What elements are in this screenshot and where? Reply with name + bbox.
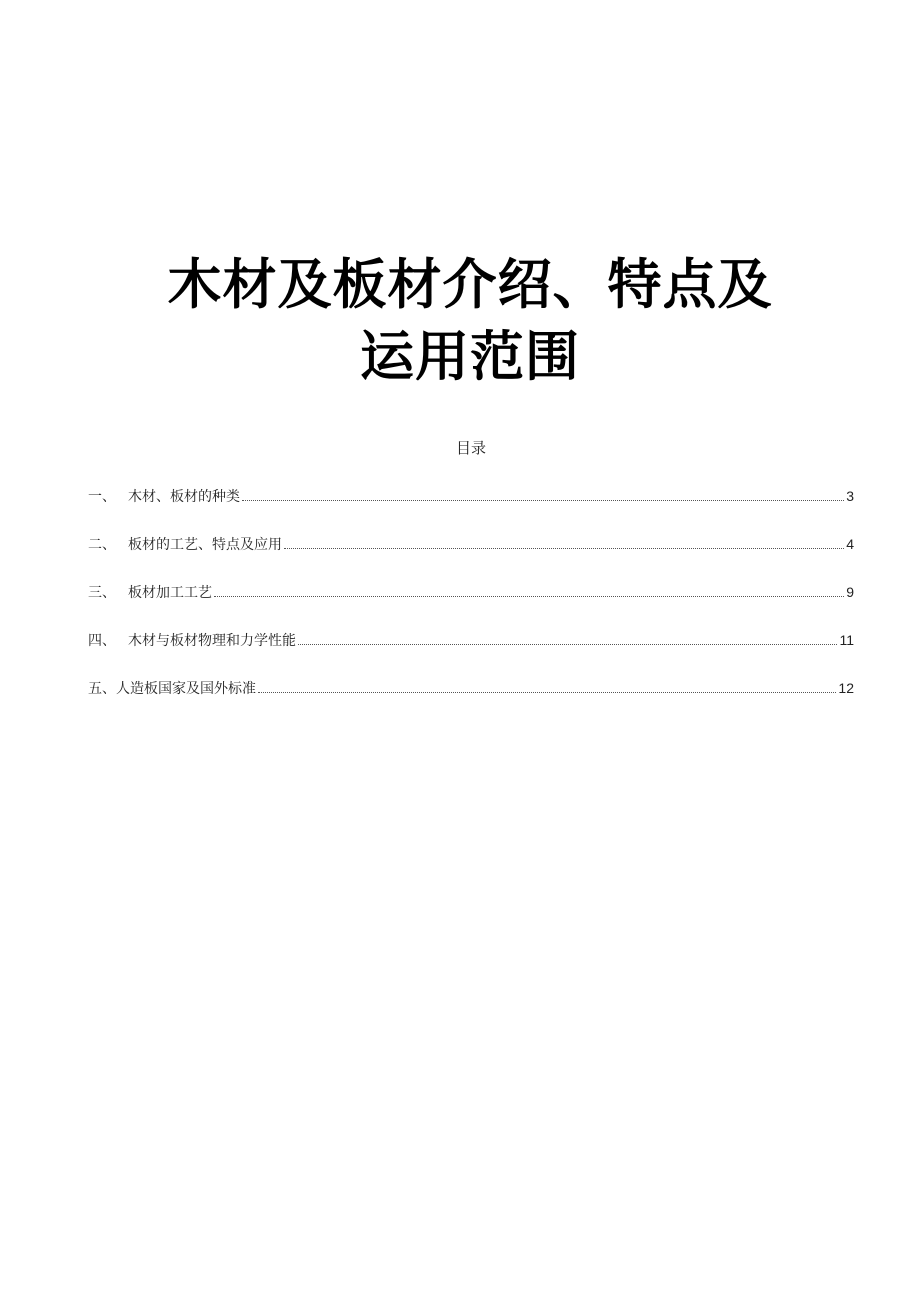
- toc-entry-title: 人造板国家及国外标准: [116, 681, 256, 697]
- toc-entry-title: 木材与板材物理和力学性能: [128, 633, 296, 649]
- toc-entry-page: 12: [838, 680, 854, 696]
- toc-entry-title: 板材的工艺、特点及应用: [128, 537, 282, 553]
- toc-entry-page: 9: [846, 584, 854, 600]
- toc-dot-leader: [258, 678, 836, 693]
- toc-dot-leader: [242, 486, 844, 501]
- toc-entry-page: 11: [839, 632, 854, 648]
- toc-entry-4[interactable]: [88, 630, 854, 650]
- toc-entry-page: 4: [846, 536, 854, 552]
- toc-entry-title: 木材、板材的种类: [128, 489, 240, 505]
- toc-entry-page: 3: [846, 488, 854, 504]
- table-of-contents: [88, 486, 854, 726]
- document-title-line-1: 木材及板材介绍、特点及: [167, 252, 773, 317]
- toc-entry-number: 一、: [88, 489, 116, 505]
- toc-heading: 目录: [455, 439, 486, 457]
- toc-entry-number: 五、: [88, 681, 116, 697]
- toc-entry-5[interactable]: [88, 678, 854, 698]
- toc-dot-leader: [214, 582, 844, 597]
- toc-dot-leader: [298, 630, 837, 645]
- toc-entry-number: 二、: [88, 537, 116, 553]
- document-title-line-2: 运用范围: [360, 324, 580, 389]
- toc-entry-title: 板材加工工艺: [128, 585, 212, 601]
- toc-entry-2[interactable]: [88, 534, 854, 554]
- toc-entry-1[interactable]: [88, 486, 854, 506]
- document-title: [80, 248, 860, 392]
- toc-dot-leader: [284, 534, 844, 549]
- toc-entry-number: 三、: [88, 585, 116, 601]
- toc-entry-number: 四、: [88, 633, 116, 649]
- toc-entry-3[interactable]: [88, 582, 854, 602]
